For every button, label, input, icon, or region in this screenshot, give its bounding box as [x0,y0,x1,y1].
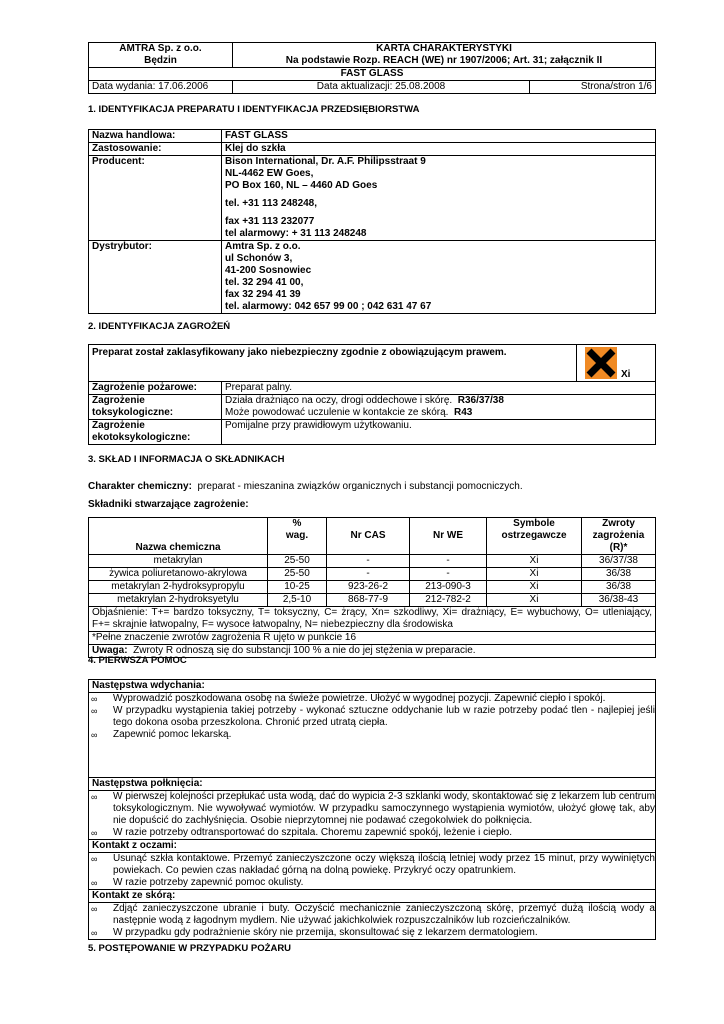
components-label: Składniki stwarzające zagrożenie: [88,499,249,510]
inhalation-measures [89,693,656,778]
list-item [89,927,655,939]
cell: Xi [487,581,582,594]
list-item [89,903,655,927]
distributor-line: ul Schonów 3, [225,253,293,264]
cell: 212-782-2 [410,594,487,607]
list-item-text: W pierwszej kolejności przepłukać usta wodą, dać do wypicia 2-3 szklanki wody, skontaktować się z lekarzem lub centrum toksykologicznym. Nie wywoływać wymiotów. W przypadku samoczynnego wystąpienia wymiotów, ułożyć głowę tak, aby nie dopuścić do zachłyśnięcia. Osobie nieprzytomnej nie podawać czegokolwiek do połknięcia. [113,791,655,826]
header-line: wag. [285,530,309,541]
distributor-line: 41-200 Sosnowiec [225,265,312,276]
header-table [88,42,656,94]
xi-hazard-pictogram-icon [585,347,617,379]
section-4-heading: 4. PIERWSZA POMOC [88,655,187,666]
distributor-line: tel. 32 294 41 00, [225,277,304,288]
update-date: Data aktualizacji: 25.08.2008 [233,81,530,94]
list-item-text: Zapewnić pomoc lekarską. [113,729,232,740]
section-2-heading: 2. IDENTYFIKACJA ZAGROŻEŃ [88,321,231,332]
company-name: AMTRA Sp. z o.o. [119,43,202,54]
cell: 923-26-2 [327,581,410,594]
list-item-text: Usunąć szkła kontaktowe. Przemyć zanieczyszczone oczy większą ilością letniej wody przez 15 minut, przy wywiniętych powiekach. Co pewien czas nakładać górną na dolną powiekę. Przykryć oczy opatrunkiem. [113,853,655,876]
distributor-line: tel. alarmowy: 042 657 99 00 ; 042 631 47 67 [225,301,432,312]
section-5-heading: 5. POSTĘPOWANIE W PRZYPADKU POŻARU [88,943,292,954]
list-item [89,693,655,705]
label-line: ekotoksykologiczne: [92,432,191,443]
producer-value [222,156,656,241]
r-phrases-note: *Pełne znaczenie zwrotów zagrożenia R ujęto w punkcie 16 [89,632,656,645]
producer-phone: tel. +31 113 248248, [225,198,318,209]
eco-hazard-label [89,420,222,445]
title-cell [233,43,656,68]
bullet-icon: ∞ [91,904,98,914]
eye-contact-measures [89,853,656,890]
bullet-icon: ∞ [91,828,98,838]
col-header-symbols [487,518,582,555]
skin-contact-measures [89,903,656,940]
col-header-we: Nr WE [410,518,487,555]
header-line: zagrożenia (R)* [592,530,645,553]
warning-text: Zwroty R odnoszą się do substancji 100 % a nie do jej stężenia w preparacie. [133,645,476,656]
cell: 868-77-9 [327,594,410,607]
cell: 2,5-10 [268,594,327,607]
producer-fax: fax +31 113 232077 [225,216,315,227]
chemical-character [88,481,523,492]
cell: Xi [487,555,582,568]
list-item [89,705,655,729]
distributor-line: Amtra Sp. z o.o. [225,241,301,252]
cell: metakrylan 2-hydroksypropylu [89,581,268,594]
bullet-icon: ∞ [91,854,98,864]
warning-label: Uwaga: [92,645,128,656]
product-name: FAST GLASS [89,68,656,81]
table-row [89,568,656,581]
use-value: Klej do szkła [222,143,656,156]
cell: 10-25 [268,581,327,594]
list-item [89,853,655,877]
label-line: toksykologiczne: [92,407,174,418]
list-item-text: Wyprowadzić poszkodowana osobę na świeże powietrze. Ułożyć w wygodnej pozycji. Zapewnić ciepło i spokój. [113,693,606,704]
distributor-value [222,241,656,314]
list-item [89,827,655,839]
header-line: ostrzegawcze [501,530,567,541]
producer-label: Producent: [89,156,222,241]
header-line: Zwroty [602,518,635,529]
section-1-heading: 1. IDENTYFIKACJA PREPARATU I IDENTYFIKACJA PRZEDSIĘBIORSTWA [88,104,420,115]
section-3-heading: 3. SKŁAD I INFORMACJA O SKŁADNIKACH [88,454,285,465]
symbols-explanation: Objaśnienie: T+= bardzo toksyczny, T= toksyczny, C= żrący, Xn= szkodliwy, Xi= drażniący, E= wybuchowy, O= utleniający, F+= skrajnie łatwopalny, F= wysoce łatwopalny, N= niebezpieczny dla środowiska [89,607,656,632]
skin-contact-label: Kontakt ze skórą: [89,890,656,903]
cell: - [410,555,487,568]
bullet-icon: ∞ [91,928,98,938]
fire-hazard-label: Zagrożenie pożarowe: [89,382,222,395]
hazard-symbol-cell [577,345,656,382]
table-row [89,555,656,568]
list-item-text: W przypadku wystąpienia takiej potrzeby - wykonać sztuczne oddychanie lub w razie potrzeby podać tlen - najlepiej jeśli tego dokona osoba przeszkolona. Chronić przed utratą ciepła. [113,705,655,728]
col-header-percent [268,518,327,555]
header-line: Symbole [513,518,555,529]
producer-emergency-phone: tel alarmowy: + 31 113 248248 [225,228,367,239]
cell: 213-090-3 [410,581,487,594]
cell: 36/37/38 [582,555,656,568]
chemical-character-label: Charakter chemiczny: [88,481,192,492]
first-aid-table [88,679,656,940]
distributor-label: Dystrybutor: [89,241,222,314]
cell: metakrylan 2-hydroksyetylu [89,594,268,607]
classification-statement: Preparat został zaklasyfikowany jako niebezpieczny zgodnie z obowiązującym prawem. [89,345,577,382]
distributor-line: fax 32 294 41 39 [225,289,301,300]
cell: 25-50 [268,555,327,568]
tox-statement: Może powodować uczulenie w kontakcie ze skórą. [225,407,449,418]
bullet-icon: ∞ [91,694,98,704]
cell: 25-50 [268,568,327,581]
chemical-character-value: preparat - mieszanina związków organicznych i substancji pomocniczych. [197,481,523,492]
fire-hazard-value: Preparat palny. [222,382,656,395]
hazard-symbol-label: Xi [621,369,631,380]
list-item-text: Zdjąć zanieczyszczone ubranie i buty. Oczyścić mechanicznie zanieczyszczoną skórę, przemyć dużą ilością wody a następnie wodą z łagodnym mydłem. Nie używać jakichkolwiek rozpuszczalników lub rozcieńczalników. [113,903,655,926]
cell: 36/38 [582,581,656,594]
producer-line: Bison International, Dr. A.F. Philipsstraat 9 [225,156,426,167]
table-row [89,581,656,594]
list-item-text: W przypadku gdy podrażnienie skóry nie przemija, skonsultować się z lekarzem dermatologiem. [113,927,538,938]
list-item [89,877,655,889]
risk-code: R36/37/38 [457,395,504,406]
bullet-icon: ∞ [91,730,98,740]
list-item-text: W razie potrzeby zapewnić pomoc okulisty. [113,877,304,888]
tox-statement: Działa drażniąco na oczy, drogi oddechowe i skórę. [225,395,453,406]
ingestion-measures [89,791,656,840]
cell: żywica poliuretanowo-akrylowa [89,568,268,581]
cell: - [327,568,410,581]
label-line: Zagrożenie [92,395,145,406]
issue-date: Data wydania: 17.06.2006 [89,81,233,94]
cell: - [410,568,487,581]
company-cell [89,43,233,68]
col-header-cas: Nr CAS [327,518,410,555]
cell: - [327,555,410,568]
producer-line: PO Box 160, NL – 4460 AD Goes [225,180,378,191]
trade-name-label: Nazwa handlowa: [89,130,222,143]
cell: 36/38-43 [582,594,656,607]
trade-name-value: FAST GLASS [222,130,656,143]
company-city: Będzin [144,55,177,66]
risk-code: R43 [454,407,473,418]
toxicological-hazard-value [222,395,656,420]
use-label: Zastosowanie: [89,143,222,156]
ingestion-label: Następstwa połknięcia: [89,778,656,791]
toxicological-hazard-label [89,395,222,420]
identification-table [88,129,656,314]
hazards-table [88,344,656,445]
document-basis: Na podstawie Rozp. REACH (WE) nr 1907/2006; Art. 31; załącznik II [285,55,603,66]
list-item [89,729,655,741]
cell: metakrylan [89,555,268,568]
bullet-icon: ∞ [91,878,98,888]
table-row [89,594,656,607]
header-line: % [292,518,302,529]
cell: Xi [487,594,582,607]
col-header-r-phrases [582,518,656,555]
bullet-icon: ∞ [91,706,98,716]
eye-contact-label: Kontakt z oczami: [89,840,656,853]
page-number: Strona/stron 1/6 [530,81,656,94]
producer-line: NL-4462 EW Goes, [225,168,314,179]
components-table [88,517,656,658]
bullet-icon: ∞ [91,792,98,802]
list-item-text: W razie potrzeby odtransportować do szpitala. Choremu zapewnić spokój, leżenie i ciepło. [113,827,513,838]
col-header-name: Nazwa chemiczna [89,518,268,555]
list-item [89,791,655,827]
eco-hazard-value: Pomijalne przy prawidłowym użytkowaniu. [222,420,656,445]
document-title: KARTA CHARAKTERYSTYKI [376,43,512,54]
cell: 36/38 [582,568,656,581]
cell: Xi [487,568,582,581]
inhalation-label: Następstwa wdychania: [89,680,656,693]
label-line: Zagrożenie [92,420,145,431]
